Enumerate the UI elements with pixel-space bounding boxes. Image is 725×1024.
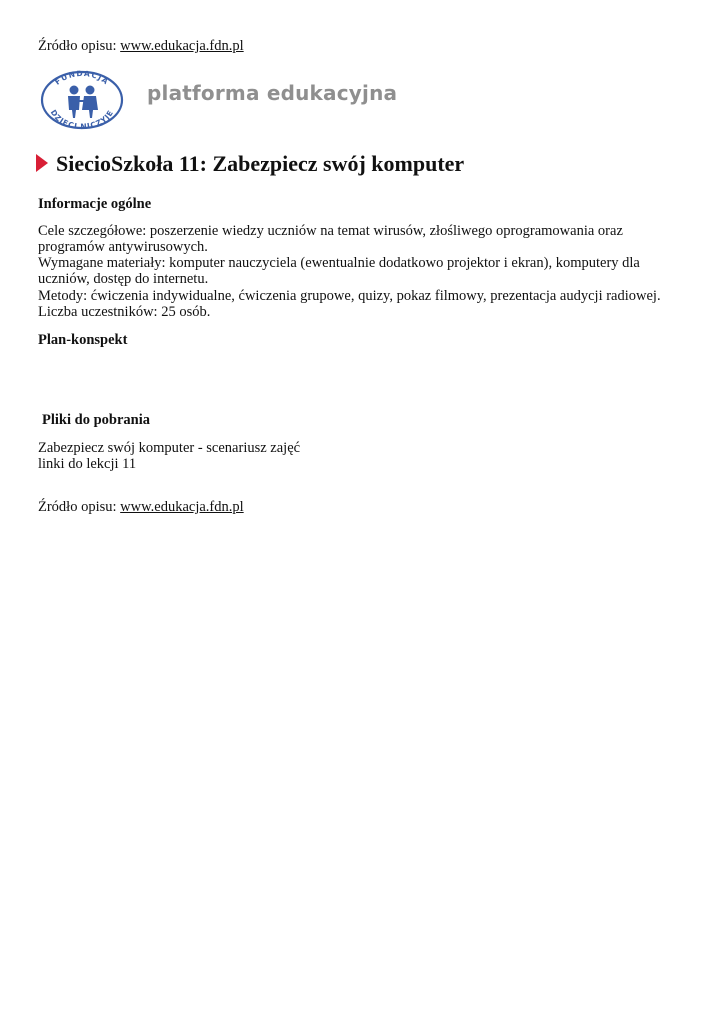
seal-text-top: FUNDACJA bbox=[53, 70, 111, 87]
general-info-heading: Informacje ogólne bbox=[38, 196, 152, 212]
red-triangle-marker-icon bbox=[35, 154, 49, 172]
logo-banner bbox=[40, 70, 398, 130]
downloads-heading: Pliki do pobrania bbox=[42, 412, 150, 428]
source-link[interactable]: www.edukacja.fdn.pl bbox=[120, 499, 244, 515]
info-line: programów antywirusowych. bbox=[38, 239, 208, 255]
info-line: Liczba uczestników: 25 osób. bbox=[38, 304, 211, 320]
download-item[interactable]: linki do lekcji 11 bbox=[38, 456, 137, 472]
source-label: Źródło opisu: bbox=[38, 38, 117, 54]
info-line: Metody: ćwiczenia indywidualne, ćwiczenia grupowe, quizy, pokaz filmowy, prezentacja audycji radiowej. bbox=[38, 288, 661, 304]
children-figures-icon bbox=[68, 86, 98, 119]
download-item[interactable]: Zabezpiecz swój komputer - scenariusz zajęć bbox=[38, 440, 301, 456]
seal-text-bottom: DZIECI NICZYJE bbox=[48, 108, 116, 130]
fundacja-seal-logo bbox=[40, 70, 124, 130]
info-line: Wymagane materiały: komputer nauczyciela (ewentualnie dodatkowo projektor i ekran), komputery dla bbox=[38, 255, 640, 271]
info-line: Cele szczegółowe: poszerzenie wiedzy uczniów na temat wirusów, złośliwego oprogramowania oraz bbox=[38, 223, 623, 239]
source-line-top bbox=[38, 37, 244, 55]
platform-name: platforma edukacyjna bbox=[147, 81, 398, 105]
plan-heading: Plan-konspekt bbox=[38, 332, 128, 348]
page-title: SiecioSzkoła 11: Zabezpiecz swój komputer bbox=[56, 151, 465, 176]
info-line: uczniów, dostęp do internetu. bbox=[38, 271, 209, 287]
source-line-bottom bbox=[38, 498, 244, 516]
source-link[interactable]: www.edukacja.fdn.pl bbox=[120, 38, 244, 54]
source-label: Źródło opisu: bbox=[38, 499, 117, 515]
